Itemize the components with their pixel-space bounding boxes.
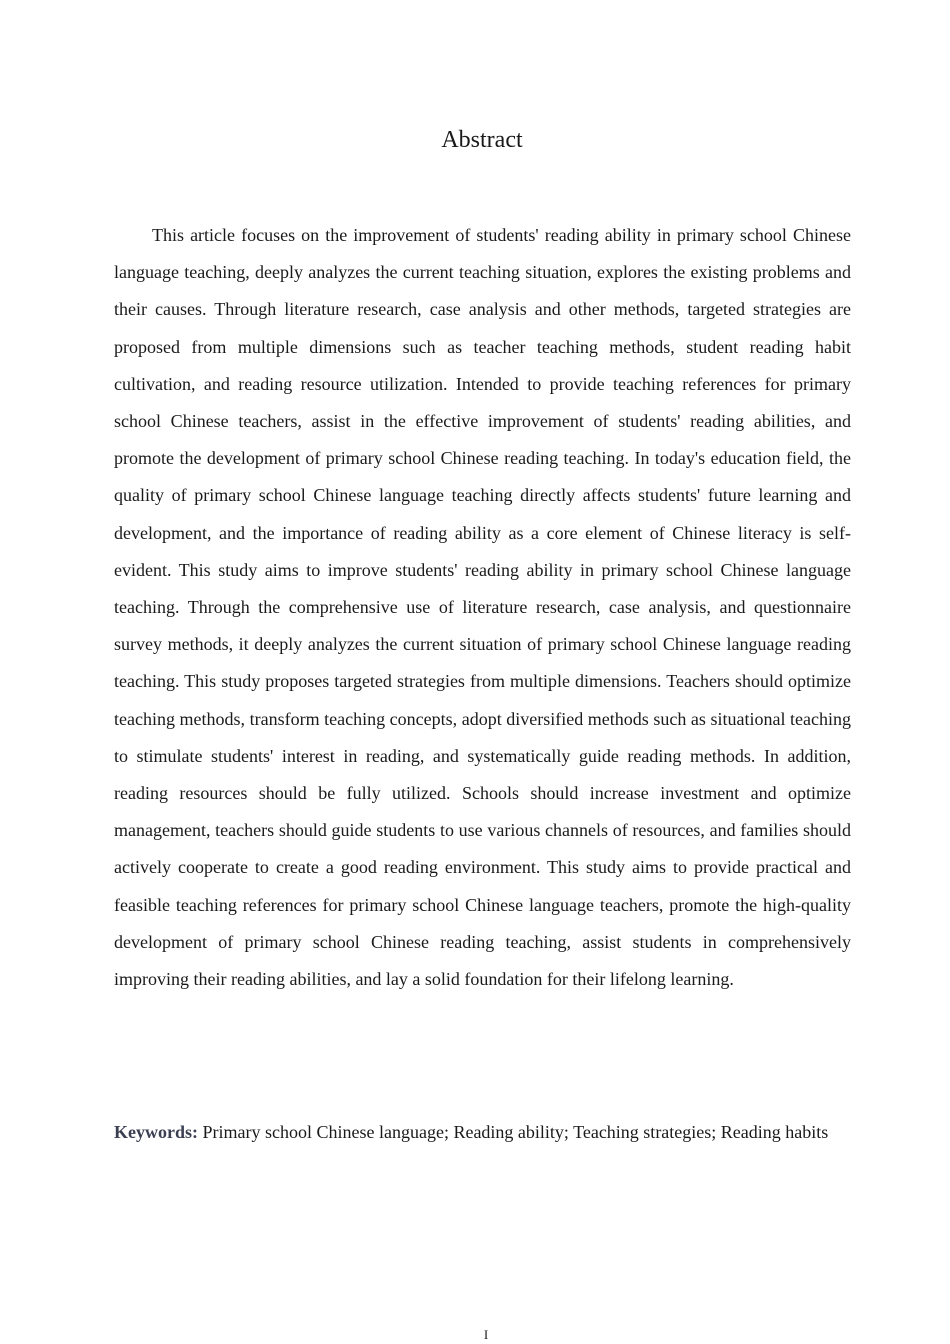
abstract-paragraph: This article focuses on the improvement of students' reading ability in primary school Chinese language teaching, deeply analyzes the current teaching situation, explores the existing problems and their causes. Through literature research, case analysis and other methods, targeted strategies are proposed from multiple dimensions such as teacher teaching methods, student reading habit cultivation, and reading resource utilization. Intended to provide teaching references for primary school Chinese teachers, assist in the effective improvement of students' reading abilities, and promote the development of primary school Chinese reading teaching. In today's education field, the quality of primary school Chinese language teaching directly affects students' future learning and development, and the importance of reading ability as a core element of Chinese literacy is self-evident. This study aims to improve students' reading ability in primary school Chinese language teaching. Through the comprehensive use of literature research, case analysis, and questionnaire survey methods, it deeply analyzes the current situation of primary school Chinese language reading teaching. This study proposes targeted strategies from multiple dimensions. Teachers should optimize teaching methods, transform teaching concepts, adopt diversified methods such as situational teaching to stimulate students' interest in reading, and systematically guide reading methods. In addition, reading resources should be fully utilized. Schools should increase investment and optimize management, teachers should guide students to use various channels of resources, and families should actively cooperate to create a good reading environment. This study aims to provide practical and feasible teaching references for primary school Chinese language teachers, promote the high-quality development of primary school Chinese reading teaching, assist students in comprehensively improving their reading abilities, and lay a solid foundation for their lifelong learning. [114, 225, 851, 990]
page-number: I [483, 1327, 489, 1342]
keywords-label: Keywords: [114, 1122, 198, 1142]
keywords-text: Primary school Chinese language; Reading ability; Teaching strategies; Reading habits [202, 1122, 829, 1142]
keywords-line [114, 1115, 851, 1150]
page-title: Abstract [441, 127, 523, 153]
